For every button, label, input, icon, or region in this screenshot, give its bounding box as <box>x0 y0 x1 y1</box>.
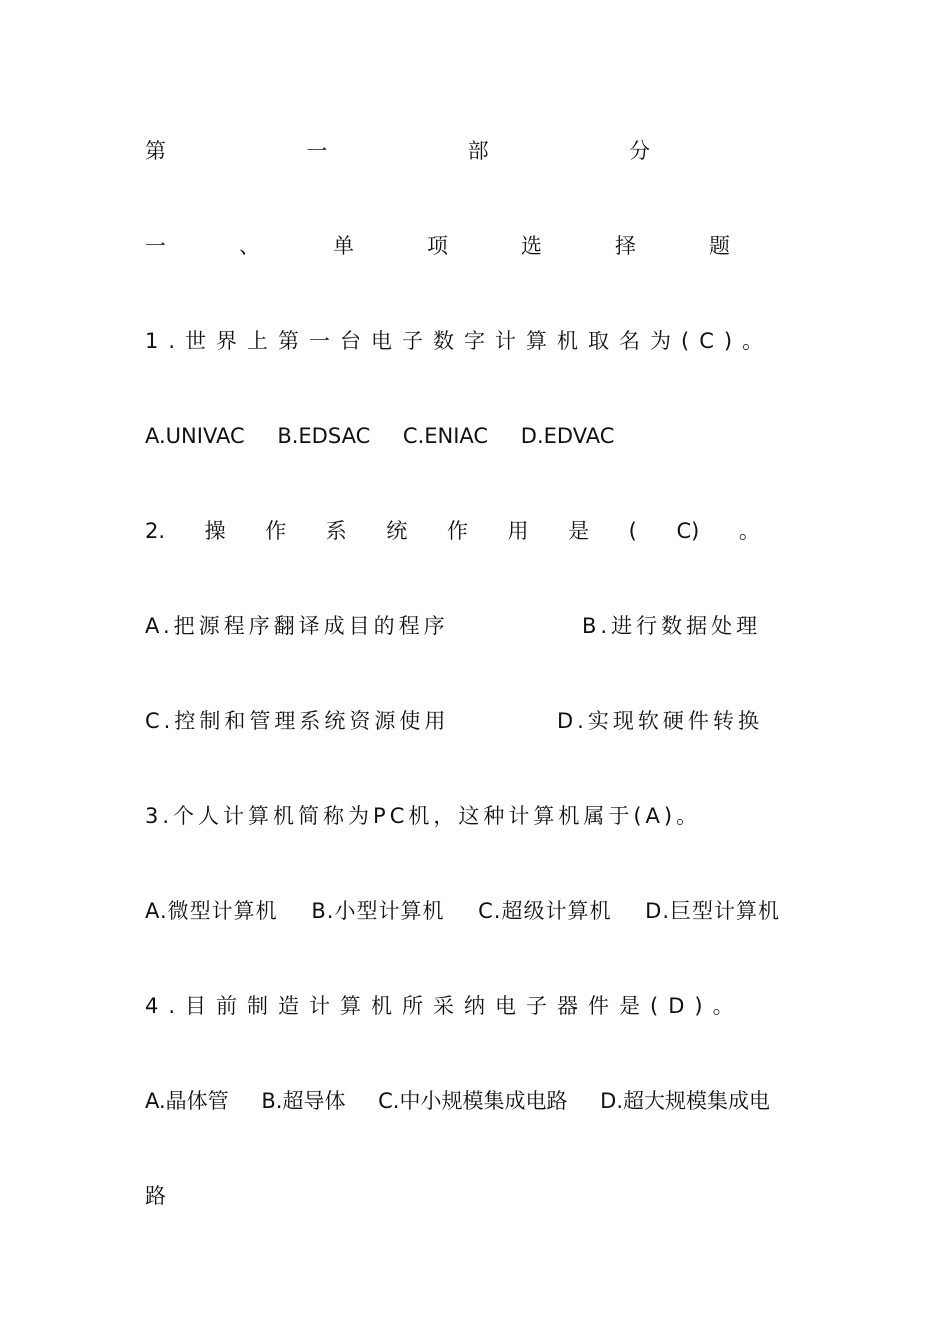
stem-part: 用 <box>507 519 529 543</box>
stem-part: 操 <box>204 519 226 543</box>
option-b: B.进行数据处理 <box>582 614 762 638</box>
subsection-title-char: 、 <box>239 234 260 258</box>
stem-part: 统 <box>386 519 408 543</box>
option-a: A.晶体管 <box>145 1089 229 1113</box>
question-2-stem <box>145 513 760 549</box>
question-1-options <box>145 418 614 454</box>
section-title-char: 分 <box>628 139 650 163</box>
subsection-title-char: 选 <box>521 234 542 258</box>
subsection-title-char: 一 <box>145 234 166 258</box>
option-b: B.超导体 <box>261 1089 346 1113</box>
option-b: B.小型计算机 <box>311 899 445 923</box>
stem-part: C) <box>676 519 700 543</box>
option-a: A.微型计算机 <box>145 899 278 923</box>
stem-part: 作 <box>265 519 287 543</box>
stem-part: 2. <box>145 519 166 543</box>
stem-part: 作 <box>446 519 468 543</box>
option-b: B.EDSAC <box>277 424 371 448</box>
option-a: A.UNIVAC <box>145 424 245 448</box>
option-d: D.实现软硬件转换 <box>557 709 763 733</box>
option-a: A.把源程序翻译成目的程序 <box>145 614 449 638</box>
stem-part: 系 <box>325 519 347 543</box>
section-title-char: 一 <box>306 139 328 163</box>
stem-part: 是 <box>568 519 590 543</box>
stem-part: ( <box>628 519 637 543</box>
subsection-title-char: 单 <box>333 234 354 258</box>
option-c: C.ENIAC <box>402 424 489 448</box>
option-c: C.中小规模集成电路 <box>378 1089 568 1113</box>
subsection-title-char: 择 <box>615 234 636 258</box>
subsection-title <box>145 228 730 264</box>
question-1-stem: 1.世界上第一台电子数字计算机取名为(C)。 <box>145 329 774 353</box>
question-3-stem: 3.个人计算机简称为PC机，这种计算机属于(A)。 <box>145 804 702 828</box>
option-c: C.超级计算机 <box>478 899 612 923</box>
question-4-options <box>145 1083 770 1119</box>
section-title-char: 第 <box>145 139 166 163</box>
question-2-options-row-1 <box>145 608 762 644</box>
question-2-options-row-2 <box>145 703 763 739</box>
option-d: D.EDVAC <box>520 424 615 448</box>
stem-part: 。 <box>738 519 760 543</box>
option-d: D.超大规模集成电 <box>600 1089 771 1113</box>
section-title-char: 部 <box>467 139 489 163</box>
option-d: D.巨型计算机 <box>645 899 781 923</box>
section-title <box>145 133 650 169</box>
subsection-title-char: 题 <box>709 234 730 258</box>
question-4-stem: 4.目前制造计算机所采纳电子器件是(D)。 <box>145 994 744 1018</box>
question-4-options-wrap: 路 <box>145 1184 166 1208</box>
subsection-title-char: 项 <box>427 234 448 258</box>
question-3-options <box>145 893 780 929</box>
option-c: C.控制和管理系统资源使用 <box>145 709 450 733</box>
